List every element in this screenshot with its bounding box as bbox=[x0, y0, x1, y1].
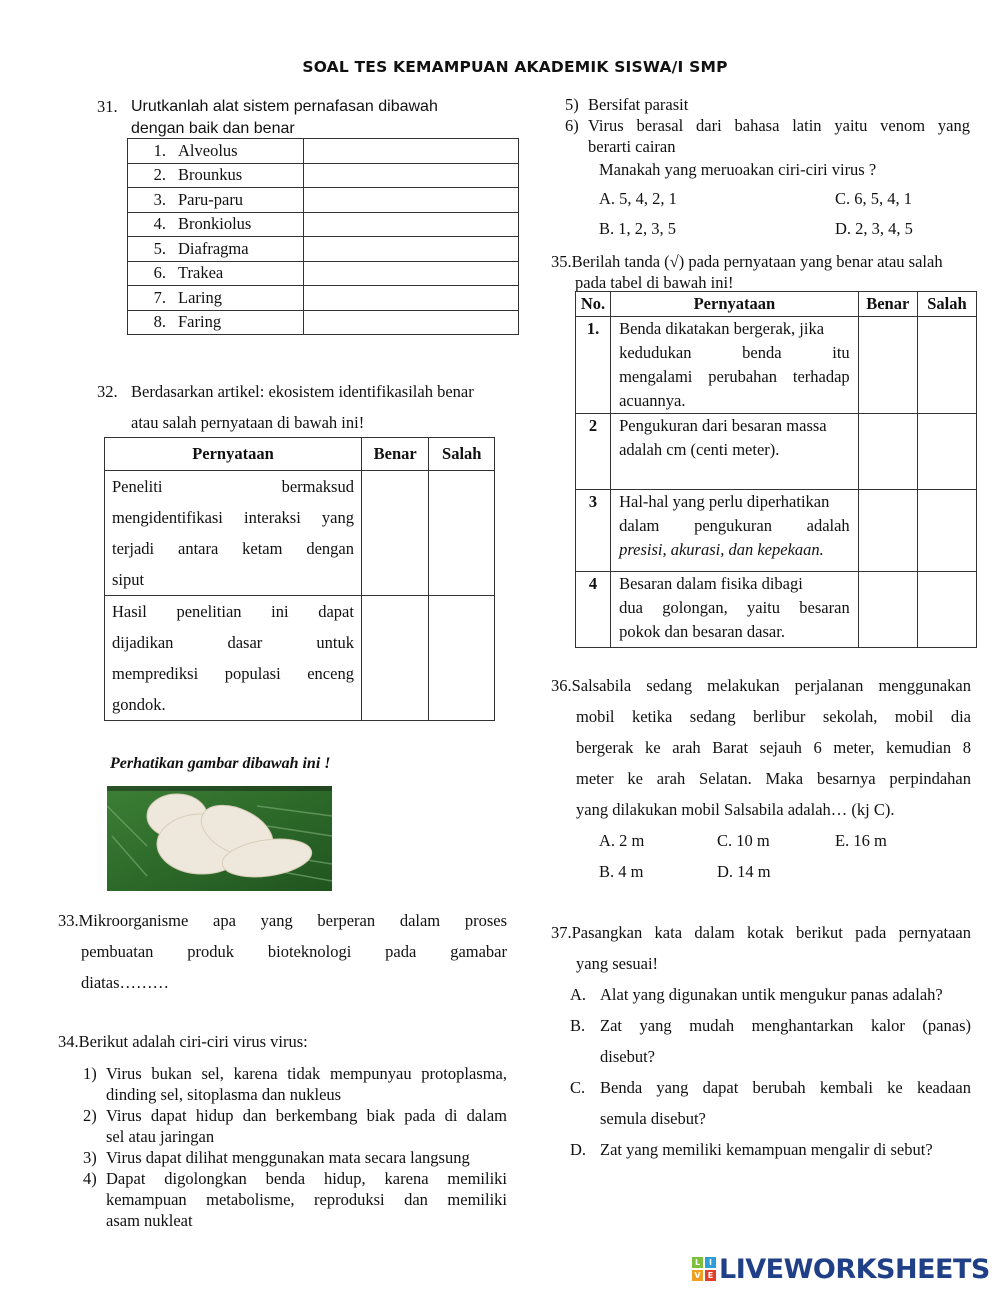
virus-traits-list-right bbox=[565, 94, 970, 157]
header-statement: Pernyataan bbox=[611, 292, 859, 317]
false-checkbox-cell[interactable] bbox=[429, 471, 495, 596]
false-checkbox-cell[interactable] bbox=[917, 490, 976, 572]
true-checkbox-cell[interactable] bbox=[858, 414, 917, 490]
true-checkbox-cell[interactable] bbox=[361, 471, 429, 596]
false-checkbox-cell[interactable] bbox=[917, 414, 976, 490]
question-stem: Urutkanlah alat sistem pernafasan dibawah dengan baik dan benar bbox=[131, 98, 438, 137]
question-number: 33. bbox=[58, 911, 79, 930]
answer-cell[interactable] bbox=[304, 261, 519, 286]
option-c[interactable]: C. 10 m bbox=[717, 831, 770, 850]
organ-label: Paru-paru bbox=[178, 189, 244, 209]
table-row bbox=[105, 596, 495, 721]
organ-label: Diafragma bbox=[178, 238, 249, 258]
list-item: 6) Virus berasal dari bahasa latin yaitu venom yang berarti cairan bbox=[565, 116, 970, 156]
option-d[interactable]: D. 14 m bbox=[717, 862, 771, 881]
item-letter: C. bbox=[570, 1078, 586, 1097]
statement-cell: Benda dikatakan bergerak, jika kedudukan benda itu mengalami perubahan terhadap acuannya. bbox=[611, 317, 859, 414]
list-item: D. Zat yang memiliki kemampuan mengalir di sebut? bbox=[551, 1134, 971, 1165]
option-d[interactable]: D. 2, 3, 4, 5 bbox=[835, 219, 913, 238]
table-row bbox=[105, 471, 495, 596]
organ-cell bbox=[128, 310, 304, 335]
item-number: 1) bbox=[83, 1064, 97, 1083]
option-c[interactable]: C. 6, 5, 4, 1 bbox=[835, 189, 913, 208]
item-number: 7. bbox=[153, 287, 166, 307]
list-item: 5) Bersifat parasit bbox=[565, 95, 689, 114]
options-row-2 bbox=[565, 218, 970, 239]
item-letter: A. bbox=[570, 985, 587, 1004]
answer-cell[interactable] bbox=[304, 237, 519, 262]
row-number: 3 bbox=[576, 490, 611, 572]
list-item: 3) Virus dapat dilihat menggunakan mata secara langsung bbox=[83, 1148, 470, 1167]
table-row bbox=[576, 490, 977, 572]
organ-label: Laring bbox=[178, 287, 222, 307]
item-number: 4. bbox=[153, 214, 166, 234]
item-number: 1. bbox=[153, 140, 166, 160]
question-33: 33. Mikroorganisme apa yang berperan dalam proses pembuatan produk bioteknologi pada gamabar diatas……… bbox=[58, 905, 507, 998]
header-false: Salah bbox=[917, 292, 976, 317]
logo-text: LIVEWORKSHEETS bbox=[719, 1253, 990, 1285]
image-prompt: Perhatikan gambar dibawah ini ! bbox=[110, 755, 331, 772]
organ-cell bbox=[128, 188, 304, 213]
row-number: 4 bbox=[576, 572, 611, 648]
question-number: 34. bbox=[58, 1032, 79, 1051]
question-number: 35. bbox=[551, 252, 572, 271]
table-row bbox=[128, 261, 519, 286]
tape-food-photo bbox=[107, 786, 332, 891]
table-row bbox=[128, 237, 519, 262]
organ-label: Alveolus bbox=[178, 140, 238, 160]
question-36: 36. Salsabila sedang melakukan perjalanan menggunakan mobil ketika sedang berlibur sekolah, mobil dia bergerak ke arah Barat sejauh 6 meter, kemudian 8 meter ke arah Selatan. Maka besarnya perpindahan yang dilakukan mobil Salsabila adalah… (kj C). A. 2 m C. 10 m E. 16 m B. 4 m D. 14 m bbox=[551, 670, 971, 887]
true-false-table-32 bbox=[104, 437, 495, 721]
respiratory-order-table bbox=[127, 138, 519, 335]
option-b[interactable]: B. 1, 2, 3, 5 bbox=[599, 219, 677, 238]
header-statement: Pernyataan bbox=[105, 438, 362, 471]
options-row-1 bbox=[565, 188, 970, 209]
option-e[interactable]: E. 16 m bbox=[835, 831, 887, 850]
statement-cell: Peneliti bermaksud mengidentifikasi interaksi yang terjadi antara ketam dengan siput bbox=[105, 471, 362, 596]
answer-cell[interactable] bbox=[304, 286, 519, 311]
row-number: 1. bbox=[576, 317, 611, 414]
table-row bbox=[128, 212, 519, 237]
item-number: 4) bbox=[83, 1169, 97, 1188]
organ-label: Trakea bbox=[178, 263, 224, 283]
organ-label: Bronkiolus bbox=[178, 214, 252, 234]
table-row bbox=[576, 572, 977, 648]
item-number: 3) bbox=[83, 1148, 97, 1167]
table-row bbox=[576, 414, 977, 490]
true-false-table-35 bbox=[575, 291, 977, 648]
table-row bbox=[128, 163, 519, 188]
list-item: C. Benda yang dapat berubah kembali ke keadaan semula disebut? bbox=[551, 1072, 971, 1134]
question-32: 32. Berdasarkan artikel: ekosistem identifikasilah benar atau salah pernyataan di bawah ini! bbox=[97, 376, 509, 438]
false-checkbox-cell[interactable] bbox=[429, 596, 495, 721]
answer-cell[interactable] bbox=[304, 188, 519, 213]
true-checkbox-cell[interactable] bbox=[858, 572, 917, 648]
statement-cell: Hasil penelitian ini dapat dijadikan dasar untuk memprediksi populasi enceng gondok. bbox=[105, 596, 362, 721]
list-item: A. Alat yang digunakan untik mengukur panas adalah? bbox=[551, 979, 971, 1010]
item-letter: D. bbox=[570, 1140, 587, 1159]
false-checkbox-cell[interactable] bbox=[917, 317, 976, 414]
false-checkbox-cell[interactable] bbox=[917, 572, 976, 648]
organ-cell bbox=[128, 261, 304, 286]
table-row bbox=[128, 188, 519, 213]
header-no: No. bbox=[576, 292, 611, 317]
statement-cell: Besaran dalam fisika dibagi dua golongan, yaitu besaran pokok dan besaran dasar. bbox=[611, 572, 859, 648]
item-number: 8. bbox=[153, 312, 166, 332]
question-number: 36. bbox=[551, 676, 572, 695]
question-37: 37.Pasangkan kata dalam kotak berikut pada pernyataan yang sesuai! A. Alat yang digunakan untik mengukur panas adalah? B. Zat yang mudah menghantarkan kalor (panas) disebut? C. Benda yang dapat berubah kembali ke keadaan semula disebut? D. Zat yang memiliki kemampuan mengalir di sebut? bbox=[551, 917, 971, 1165]
table-row bbox=[128, 286, 519, 311]
organ-label: Brounkus bbox=[178, 165, 243, 185]
answer-cell[interactable] bbox=[304, 163, 519, 188]
page-title: SOAL TES KEMAMPUAN AKADEMIK SISWA/I SMP bbox=[302, 58, 728, 76]
item-number: 6. bbox=[153, 263, 166, 283]
list-item: 4) Dapat digolongkan benda hidup, karena memiliki kemampuan metabolisme, reproduksi dan memiliki asam nukleat bbox=[83, 1169, 507, 1230]
item-number: 2) bbox=[83, 1106, 97, 1125]
item-number: 5) bbox=[565, 95, 579, 114]
question-number: 31. bbox=[97, 97, 118, 116]
item-number: 6) bbox=[565, 116, 579, 135]
organ-cell bbox=[128, 286, 304, 311]
answer-cell[interactable] bbox=[304, 139, 519, 164]
option-b[interactable]: B. 4 m bbox=[599, 862, 644, 881]
item-number: 2. bbox=[153, 165, 166, 185]
statement-cell: Hal-hal yang perlu diperhatikan dalam pengukuran adalah presisi, akurasi, dan kepekaan. bbox=[611, 490, 859, 572]
organ-cell bbox=[128, 237, 304, 262]
option-a[interactable]: A. 5, 4, 2, 1 bbox=[599, 189, 677, 208]
item-number: 3. bbox=[153, 189, 166, 209]
organ-cell bbox=[128, 163, 304, 188]
true-checkbox-cell[interactable] bbox=[361, 596, 429, 721]
table-row bbox=[128, 310, 519, 335]
organ-cell bbox=[128, 212, 304, 237]
statement-cell: Pengukuran dari besaran massa adalah cm (centi meter). bbox=[611, 414, 859, 490]
question-34: 34.Berikut adalah ciri-ciri virus virus: 1) Virus bukan sel, karena tidak mempunyau protoplasma, dinding sel, sitoplasma dan nukleus 2) Virus dapat hidup dan berkembang biak pada di dalam sel atau jaringan 3) Virus dapat dilihat menggunakan mata secara langsung 4) Dapat digolongkan benda hidup, karena memiliki kemampuan metabolisme, reproduksi dan memiliki asam nukleat bbox=[58, 1032, 507, 1230]
options-row-2 bbox=[551, 856, 971, 887]
list-item: B. Zat yang mudah menghantarkan kalor (panas) disebut? bbox=[551, 1010, 971, 1072]
option-a[interactable]: A. 2 m bbox=[599, 831, 645, 850]
header-true: Benar bbox=[858, 292, 917, 317]
organ-cell bbox=[128, 139, 304, 164]
question-number: 32. bbox=[97, 382, 118, 401]
matching-statements bbox=[551, 979, 971, 1165]
question-prompt: Manakah yang meruoakan ciri-ciri virus ? bbox=[599, 160, 877, 179]
question-34-continued bbox=[565, 94, 970, 239]
answer-cell[interactable] bbox=[304, 212, 519, 237]
table-row bbox=[576, 317, 977, 414]
liveworksheets-logo bbox=[692, 1254, 990, 1284]
logo-tiles-icon: L I V E bbox=[692, 1257, 716, 1281]
header-true: Benar bbox=[361, 438, 429, 471]
question-35: 35.Berilah tanda (√) pada pernyataan yang benar atau salah pada tabel di bawah ini! bbox=[551, 252, 943, 292]
list-item: 1) Virus bukan sel, karena tidak mempunyau protoplasma, dinding sel, sitoplasma dan nukleus bbox=[83, 1064, 507, 1104]
true-checkbox-cell[interactable] bbox=[858, 490, 917, 572]
question-number: 37. bbox=[551, 923, 572, 942]
item-letter: B. bbox=[570, 1016, 586, 1035]
table-row bbox=[128, 139, 519, 164]
row-number: 2 bbox=[576, 414, 611, 490]
answer-cell[interactable] bbox=[304, 310, 519, 335]
item-number: 5. bbox=[153, 238, 166, 258]
virus-traits-list-left bbox=[58, 1063, 507, 1231]
list-item: 2) Virus dapat hidup dan berkembang biak pada di dalam sel atau jaringan bbox=[83, 1106, 507, 1146]
true-checkbox-cell[interactable] bbox=[858, 317, 917, 414]
header-false: Salah bbox=[429, 438, 495, 471]
organ-label: Faring bbox=[178, 312, 222, 332]
options-row-1 bbox=[551, 825, 971, 856]
